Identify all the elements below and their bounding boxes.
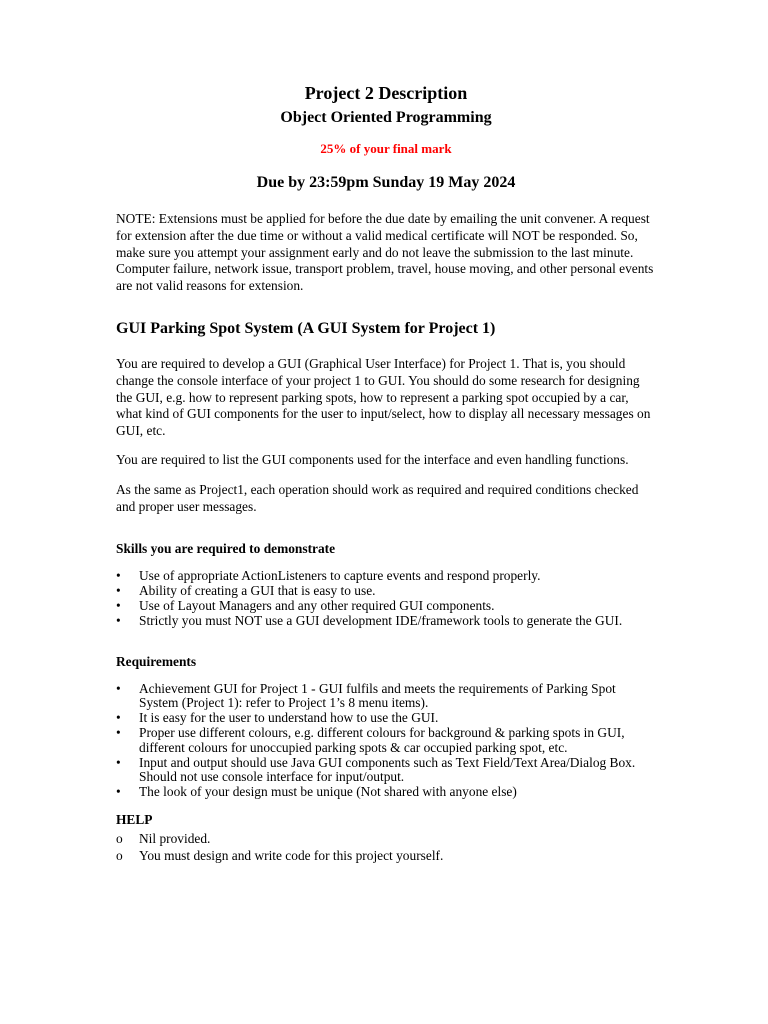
list-item (116, 599, 656, 614)
circle-bullet-icon: o (116, 848, 123, 864)
list-item-text: Ability of creating a GUI that is easy to use. (139, 583, 376, 599)
list-item (116, 584, 656, 599)
list-item-text: Input and output should use Java GUI components such as Text Field/Text Area/Dialog Box. Should not use console interface for input/output. (139, 754, 636, 785)
requirements-heading: Requirements (116, 653, 197, 669)
list-item (116, 830, 656, 848)
bullet-icon: • (116, 583, 121, 599)
operations-paragraph: As the same as Project1, each operation should work as required and required conditions checked and proper user messages. (116, 481, 639, 514)
extension-note: NOTE: Extensions must be applied for before the due date by emailing the unit convener. A request for extension after the due time or without a valid medical certificate will NOT be responded. So, make sure you attempt your assignment early and do not leave the submission to the last minute. Computer failure, network issue, transport problem, travel, house moving, and other personal events are not valid reasons for extension. (116, 211, 654, 294)
help-list (116, 830, 656, 865)
list-item-text: Achievement GUI for Project 1 - GUI fulfils and meets the requirements of Parking Spot System (Project 1): refer to Project 1’s 8 menu items). (139, 680, 616, 711)
list-item (116, 682, 656, 712)
skills-list (116, 569, 656, 628)
final-mark-weight: 25% of your final mark (320, 141, 452, 156)
list-item (116, 726, 656, 756)
list-item-text: Proper use different colours, e.g. different colours for background & parking spots in GUI, different colours for unoccupied parking spots & car occupied parking spot, etc. (139, 724, 625, 755)
bullet-icon: • (116, 680, 121, 696)
list-item (116, 614, 656, 629)
circle-bullet-icon: o (116, 830, 123, 846)
document-subtitle: Object Oriented Programming (280, 109, 492, 126)
list-item-text: Use of Layout Managers and any other required GUI components. (139, 597, 495, 613)
list-item (116, 711, 656, 726)
list-item-text: Nil provided. (139, 830, 211, 846)
list-item (116, 756, 656, 786)
list-item (116, 569, 656, 584)
list-item-text: You must design and write code for this project yourself. (139, 848, 444, 864)
list-item-text: It is easy for the user to understand how to use the GUI. (139, 710, 439, 726)
description-paragraph: You are required to develop a GUI (Graphical User Interface) for Project 1. That is, you should change the console interface of your project 1 to GUI. You should do some research for designing the GUI, e.g. how to represent parking spots, how to represent a parking spot occupied by a car, what kind of GUI components for the user to input/select, how to display all necessary messages on GUI, etc. (116, 355, 651, 439)
due-date: Due by 23:59pm Sunday 19 May 2024 (256, 174, 516, 191)
bullet-icon: • (116, 784, 121, 800)
requirements-list (116, 682, 656, 800)
document-title: Project 2 Description (304, 83, 468, 103)
section-heading: GUI Parking Spot System (A GUI System for Project 1) (116, 319, 496, 337)
document-content (116, 82, 656, 865)
bullet-icon: • (116, 754, 121, 770)
skills-heading: Skills you are required to demonstrate (116, 541, 336, 557)
list-item-text: Strictly you must NOT use a GUI development IDE/framework tools to generate the GUI. (139, 612, 623, 628)
bullet-icon: • (116, 710, 121, 726)
help-heading: HELP (116, 811, 153, 827)
list-item (116, 847, 656, 865)
bullet-icon: • (116, 597, 121, 613)
list-item-text: Use of appropriate ActionListeners to capture events and respond properly. (139, 568, 541, 584)
bullet-icon: • (116, 612, 121, 628)
bullet-icon: • (116, 568, 121, 584)
components-paragraph: You are required to list the GUI components used for the interface and even handling functions. (116, 451, 629, 467)
list-item (116, 785, 656, 800)
list-item-text: The look of your design must be unique (Not shared with anyone else) (139, 784, 517, 800)
bullet-icon: • (116, 724, 121, 740)
